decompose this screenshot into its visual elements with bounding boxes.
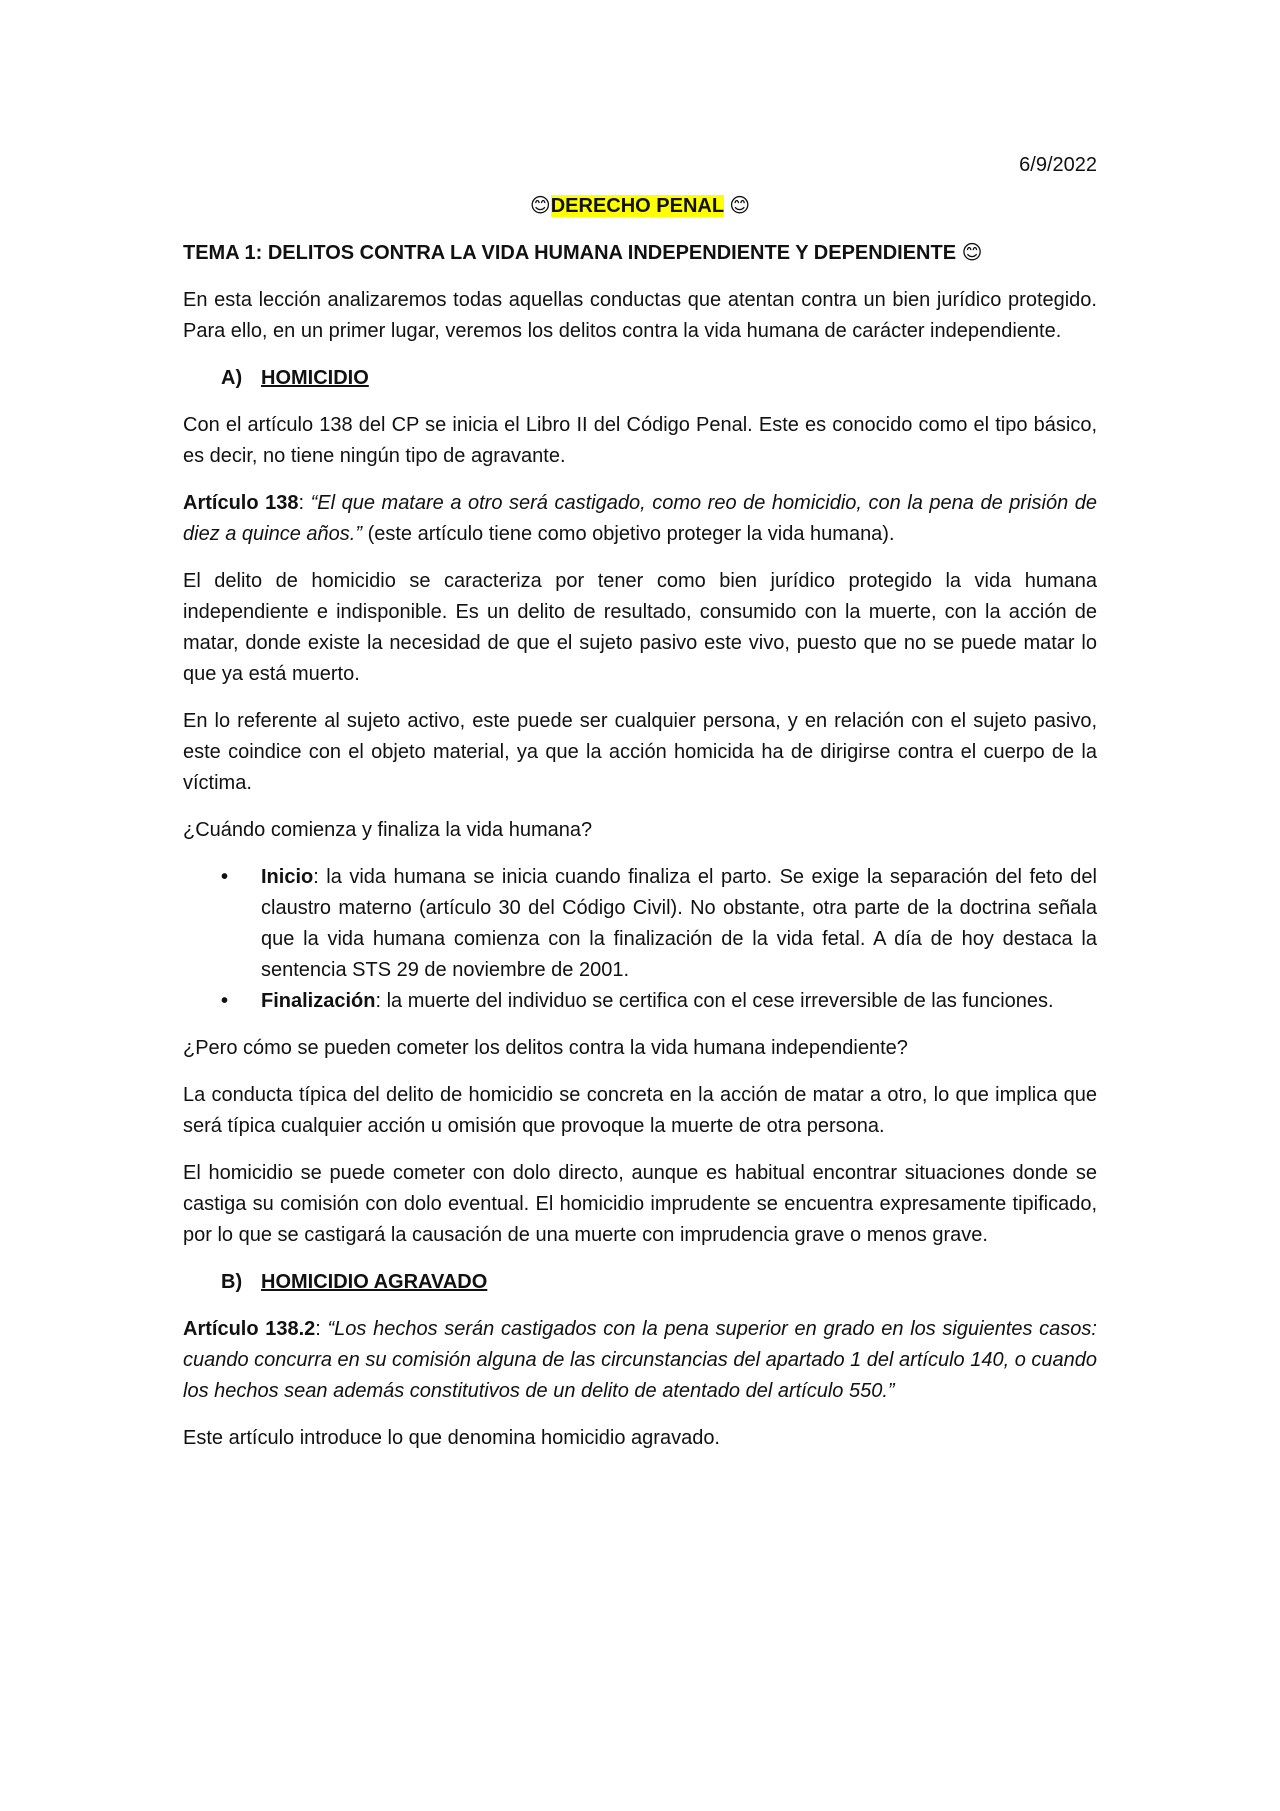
document-page: [183, 150, 1097, 1470]
bullet-icon: •: [221, 866, 229, 888]
bullet-label: Finalización: [261, 990, 376, 1012]
article-quote: “El que matare a otro será castigado, como reo de homicidio, con la pena de prisión de diez a quince años.”: [183, 492, 1097, 545]
section-b-letter: B): [221, 1271, 243, 1293]
question-paragraph: ¿Pero cómo se pueden cometer los delitos contra la vida humana independiente?: [183, 1037, 908, 1059]
article-separator: :: [315, 1318, 328, 1340]
list-item: [183, 986, 1097, 1017]
bullet-text: : la muerte del individuo se certifica con el cese irreversible de las funciones.: [375, 990, 1054, 1012]
intro-paragraph: En esta lección analizaremos todas aquellas conductas que atentan contra un bien jurídico protegido. Para ello, en un primer lugar, veremos los delitos contra la vida humana de carácter independiente.: [183, 289, 1097, 342]
paragraph: Con el artículo 138 del CP se inicia el Libro II del Código Penal. Este es conocido como el tipo básico, es decir, no tiene ningún tipo de agravante.: [183, 414, 1097, 467]
article-label: Artículo 138.2: [183, 1318, 316, 1340]
paragraph: Este artículo introduce lo que denomina homicidio agravado.: [183, 1427, 720, 1449]
paragraph: En lo referente al sujeto activo, este puede ser cualquier persona, y en relación con el sujeto pasivo, este coindice con el objeto material, ya que la acción homicida ha de dirigirse contra el cuerpo de la víctima.: [183, 710, 1097, 794]
article-138-paragraph: [183, 488, 1097, 550]
bullet-icon: •: [221, 990, 229, 1012]
title-text: DERECHO PENAL: [550, 195, 724, 217]
article-separator: :: [298, 492, 311, 514]
section-a-title: HOMICIDIO: [261, 367, 369, 389]
article-label: Artículo 138: [183, 492, 299, 514]
bullet-text: : la vida humana se inicia cuando finaliza el parto. Se exige la separación del feto del claustro materno (artículo 30 del Código Civil). No obstante, otra parte de la doctrina señala que la vida humana comienza con la finalización de la vida fetal. A día de hoy destaca la sentencia STS 29 de noviembre de 2001.: [261, 866, 1097, 981]
list-item: [183, 862, 1097, 986]
paragraph: El delito de homicidio se caracteriza por tener como bien jurídico protegido la vida humana independiente e indisponible. Es un delito de resultado, consumido con la muerte, con la acción de matar, donde existe la necesidad de que el sujeto pasivo este vivo, puesto que no se puede matar lo que ya está muerto.: [183, 570, 1097, 685]
smiley-icon: 😊: [961, 242, 983, 264]
topic-heading: [183, 238, 1097, 269]
smiley-icon: 😊: [529, 195, 551, 217]
article-note: (este artículo tiene como objetivo proteger la vida humana).: [362, 523, 895, 545]
section-b-heading: [221, 1267, 1097, 1298]
document-date: 6/9/2022: [1019, 154, 1097, 176]
smiley-icon: 😊: [729, 195, 751, 217]
paragraph: La conducta típica del delito de homicidio se concreta en la acción de matar a otro, lo que implica que será típica cualquier acción u omisión que provoque la muerte de otra persona.: [183, 1084, 1097, 1137]
question-paragraph: ¿Cuándo comienza y finaliza la vida humana?: [183, 819, 593, 841]
paragraph: El homicidio se puede cometer con dolo directo, aunque es habitual encontrar situaciones donde se castiga su comisión con dolo eventual. El homicidio imprudente se encuentra expresamente tipificado, por lo que se castigará la causación de una muerte con imprudencia grave o menos grave.: [183, 1162, 1097, 1246]
section-a-letter: A): [221, 367, 243, 389]
topic-text: TEMA 1: DELITOS CONTRA LA VIDA HUMANA INDEPENDIENTE Y DEPENDIENTE: [183, 242, 957, 264]
article-138-2-paragraph: [183, 1314, 1097, 1407]
bullet-list: [183, 862, 1097, 1017]
document-title: [183, 191, 1097, 222]
bullet-label: Inicio: [261, 866, 314, 888]
section-a-heading: [221, 363, 1097, 394]
article-quote: “Los hechos serán castigados con la pena superior en grado en los siguientes casos: cuando concurra en su comisión alguna de las circunstancias del apartado 1 del artículo 140, o cuando los hechos sean además constitutivos de un delito de atentado del artículo 550.”: [183, 1318, 1097, 1402]
section-b-title: HOMICIDIO AGRAVADO: [261, 1271, 488, 1293]
